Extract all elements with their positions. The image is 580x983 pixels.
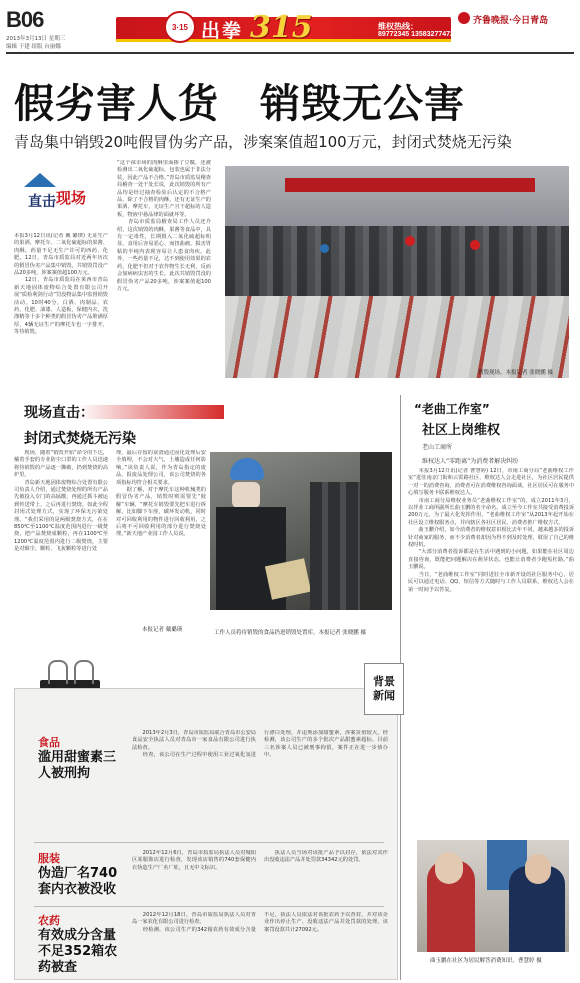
news-text: 2012年12月6日，青岛市质监局执法人员对城阳区某服饰店进行检查，发现该店销售的740套保健内衣伪造生产厂名厂址，且无中文标识。 执法人员当场对该批产品予以封存，依法对其作出没收违法产品并处罚款34342元的处罚。 bbox=[132, 850, 388, 871]
red-banner bbox=[285, 178, 535, 192]
sidebar-sub: 维权达人“零距离”为消费者解决纠纷 bbox=[422, 458, 519, 465]
news-text: 2013年2月3日，青岛市质监局联合青岛市公安局食品安全执法人员对青岛市一家食品有限公司进行执法检查。 经查，该公司在生产过程中使用工业过氧化氢进行漂白处理，并违规添加甜蜜素，涉案货值较大，经检测，该公司生产的多个批次产品甜蜜素超标，目前三名涉案人员已被刑事拘留，案件正在进一步侦办中。 bbox=[132, 730, 388, 759]
news-item bbox=[14, 912, 398, 976]
page-code: B06 bbox=[6, 7, 44, 32]
banner-title: 出拳 bbox=[201, 20, 244, 42]
editor-line: 编辑 于建 组版 台丽娜 bbox=[6, 44, 61, 50]
live-side-caption: 本报记者 戴璐瑛 bbox=[142, 627, 183, 633]
badge-label: 3·15 bbox=[171, 22, 188, 32]
news-category: 服装 bbox=[38, 852, 60, 865]
banner-number: 315 bbox=[250, 10, 313, 45]
sidebar-photo bbox=[417, 840, 569, 952]
hero-photo-caption: 销毁现场。本报记者 张晓鹏 摄 bbox=[478, 370, 553, 376]
news-headline: 伪造厂名740套内衣被没收 bbox=[38, 866, 118, 897]
subheadline: 青岛集中销毁20吨假冒伪劣产品，涉案案值超100万元，封闭式焚烧无污染 bbox=[14, 133, 512, 151]
house-icon bbox=[24, 173, 56, 187]
lead-article-col2: “这个袜市场的肉酥里面掺了豆腐，还被检测出二氧化硫超标，包装也属于非法分装，因此产品不合格。”青岛市质监局稽查局稽查一处干处长说，此次销毁的所有产品均是经过抽查检验后认定的不合格产品，除了不合格的肉酥，还有无证生产的果酒、摩托车，无证生产且干超标的人造板，物液中悬品律的面就坏等。 青岛市质监局稽查局工作人员还介绍，这次销毁的肉酥，果酱等食品中，具有一定毒性，长期摄入二氧化硫超标明显，食用后容易恶心、而扭曲痛，损害胃粘的半纯内表现容易让人患食肉疾。此外，一些药量不足，达不到使用效果的农药，化肥不但对于农作物生长无利，反而会加病病虫害的生长。此次共销毁罚没的假冒伪劣产品20多吨，涉案案值超100万元。 bbox=[117, 160, 211, 292]
news-category: 食品 bbox=[38, 736, 60, 749]
news-divider bbox=[34, 842, 384, 843]
315-badge-icon bbox=[164, 11, 196, 43]
hero-photo bbox=[225, 166, 569, 378]
news-text: 2012年12月18日，青岛市质监局执法人员对青岛一家农化有限公司进行检查。 经检测，该公司生产的342箱农药有效成分含量不足，执法人员依法对该批农药予以查封，并对该企业作出停止生产、没收违法产品并处罚款的处理，该案罚没款共计27092元。 bbox=[132, 912, 388, 933]
sidebar-dept: 老山工商所 bbox=[422, 444, 453, 451]
paper-name: 齐鲁晚报·今日青岛 bbox=[473, 16, 549, 26]
blue-helmet-icon bbox=[230, 458, 264, 480]
sidebar-kicker: “老曲工作室” bbox=[414, 402, 490, 416]
live-col1: 现场，随着“销毁开始”命令的下达，戴着手套的专业防尘口罩的工作人员迅速将待销毁的产品逐一撕破，扔到焚烧的高炉里。 青岛新天地固体废物综合处置有限公司负责人介绍，通过焚烧处理的所有产品先被投入专门的高锰酸，再通过抓斗被运到传送带上，之后再进行焚烧。如此全程封闭式处理方式，实现了环保无污染处理。“我们采用的是两级焚烧方式，在在850℃至1100℃温度范围内进行一级焚烧，把产品焚烧成颗粒，再在1100℃至1200℃温度范围内进行二级焚烧，主要是对烟尘、颗粒、飞灰颗粒等进行处 bbox=[14, 450, 108, 553]
scene-logo bbox=[24, 173, 86, 223]
sidebar-body: 本报3月12日讯(记者 曹慧婷) 12日，市南工商分局“老曲维权工作室”进驻南京门街和云霄路社区，维权达人会走进社区，为社区居民提供一对一的消费咨询，消费者可在消费维权咨询面谈，社区居民可在服务中心填写服务卡联系维权达人。 市南工商分局维权业务员“老曲维权工作室”的，成立2011年3月，以伴业工商所副所长曲玉鹏的名字命名。成立至今工作室共接受消费投诉200万元，为了最大化发挥作用，“老曲维权工作室”从2013年起开始在社区设立维权服务点，并向辖区各社区居民、消费者推广维权方式。 曲玉鹏介绍，如今消费者的维权意识相比去年不同，越来越多的投诉针对商家的服务，而不少消费者却因为得不到及时处理，耽误了自己的维权时机。 “大部分消费者投诉都是在生活中遇到的小问题，如果能在社区周边直接咨询，既能把问题解决在萌芽状态，也能让消费者少跑冤枉路。”曲玉鹏说。 当日，“老曲维权工作室”同时进驻全市新开设的社区服务中心，居民可以通过电话、QQ、短信等方式随时与工作人员联系，维权达人会在第一时间予以答复。 bbox=[408, 468, 574, 593]
sidebar-photo-caption: 曲玉鹏在社区为居民解答消费知识。曹慧婷 摄 bbox=[430, 958, 542, 964]
news-category: 农药 bbox=[38, 914, 60, 927]
background-news-badge bbox=[364, 663, 404, 715]
sidebar-title: 社区上岗维权 bbox=[422, 423, 501, 438]
news-headline: 有效成分含量不足352箱农药被查 bbox=[38, 928, 118, 975]
news-item bbox=[14, 850, 398, 914]
date-line: 2013年3月13日 星期三 bbox=[6, 36, 66, 42]
scene-logo-top: 直击 bbox=[28, 194, 56, 210]
news-headline: 滥用甜蜜素三人被刑拘 bbox=[38, 750, 117, 781]
live-col2: 理，最后存留的灰渣通过固化处理后安全填埋，不会对大气，土壤造成任何影响。”该负责人说，作为青岛指定的废品，报废品处理公司，该公司焚烧的各项指标均符合相关要求。 据了解，对于摩托车这种机械类的假冒伪劣产品，销毁时则需要先“肢解”车辆，“摩托车销毁要先把车进行拆解，比如脚下车座，碳环发动机，同时对可回收利用的物件进行回收利用，之后将不可回收利用的部分进行焚烧处理。”新天地产业园工作人员说。 bbox=[116, 450, 206, 538]
header-rule bbox=[6, 52, 574, 54]
news-item bbox=[14, 730, 398, 810]
live-photo bbox=[210, 452, 392, 610]
hotline-numbers: 89772345 13583277472 bbox=[378, 31, 454, 38]
background-news-badge-label: 背景新闻 bbox=[373, 675, 395, 702]
live-title: 封闭式焚烧无污染 bbox=[24, 431, 136, 447]
lead-article-col1: 本报3月12日讯(记者 戴 璐瑛) 无证生产的果酒、摩托车、二氧化硫超标的果酱、肉酥，药量不足无生产许可的西药、化肥。12日，青岛市质监局对近两年历次的假冒伪劣产品集中销毁，共销毁罚没产品20多吨，涉案案值超100万元。 12日，青岛市质监局在莱西市青岛新天地固体废物综合处置有限公司开展“质检利剑行动”罚没物品集中监督销毁活动。10时40分，白酒、肉制品、农药、化肥、油漆、人造板，保健内衣，洗涤精等十多个种类的假冒伪劣产品堆满厚厚，4辆无证生产的摩托车也一字排开，等待销毁。 bbox=[14, 233, 108, 336]
live-photo-caption: 工作人员将待销毁的食品扔进销毁处置库。本报记者 张晓鹏 摄 bbox=[214, 630, 366, 636]
hotline-label: 维权热线： bbox=[378, 22, 418, 31]
live-tag: 现场直击： bbox=[24, 405, 94, 421]
scene-logo-bottom: 现场 bbox=[56, 189, 87, 207]
main-headline: 假劣害人货 销毁无公害 bbox=[14, 80, 465, 127]
news-divider bbox=[34, 906, 384, 907]
paper-logo-icon bbox=[458, 12, 470, 24]
